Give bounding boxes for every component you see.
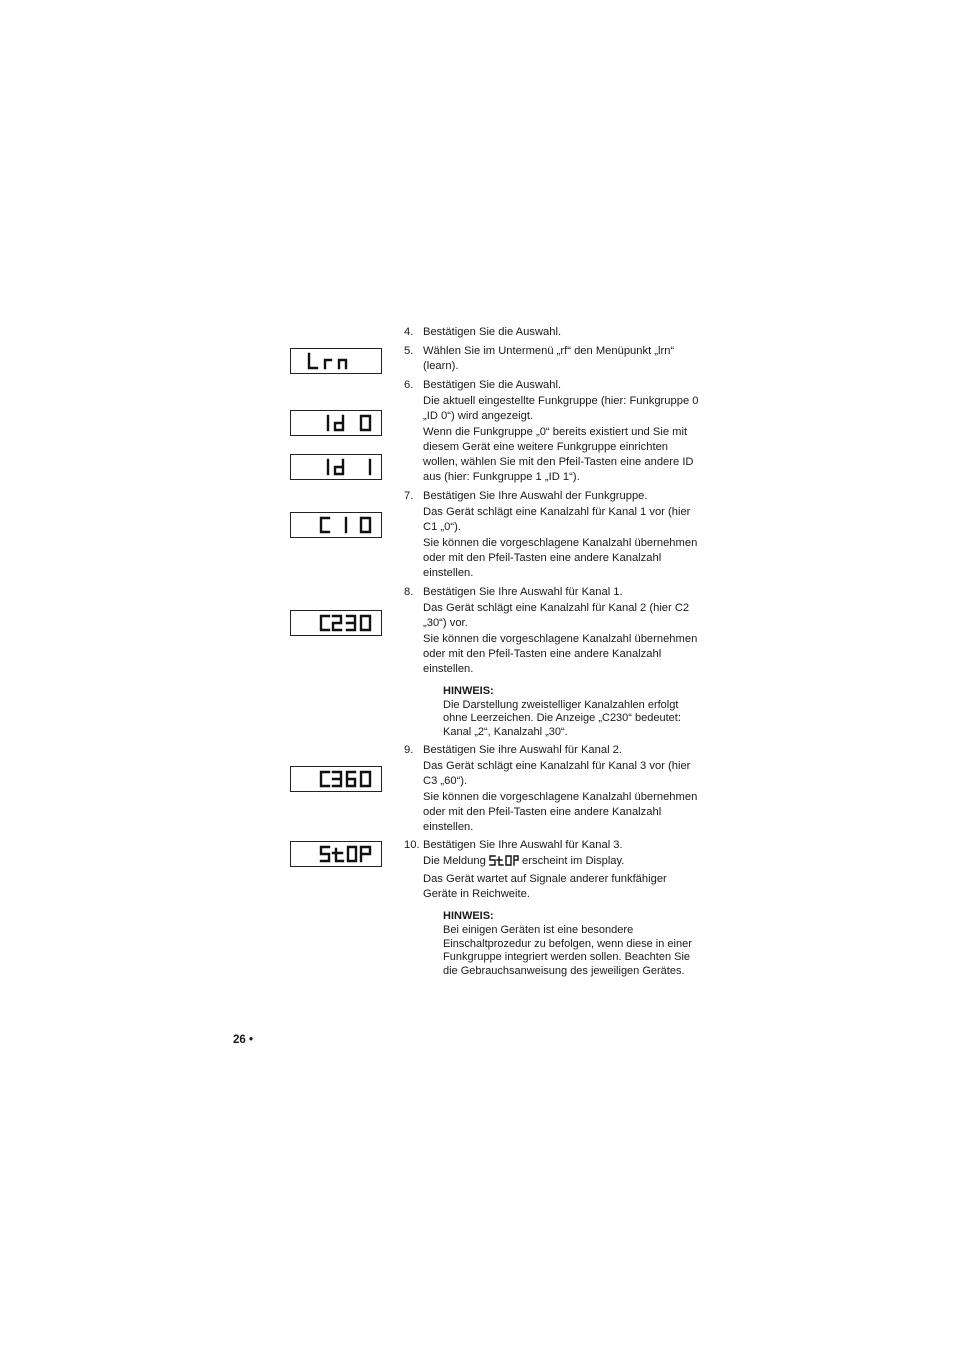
page-number: 26 • — [233, 1034, 254, 1046]
step-text-message — [423, 854, 704, 871]
step-9 — [404, 743, 704, 835]
lcd-display-c230 — [290, 610, 382, 636]
step-text: Bestätigen Sie die Auswahl. — [423, 379, 562, 391]
note-box — [404, 910, 704, 978]
note-heading: HINWEIS: — [443, 685, 494, 697]
lcd-glyphs-id0 — [291, 411, 381, 435]
message-suffix: erscheint im Display. — [518, 855, 625, 868]
lcd-glyphs-c10 — [291, 513, 381, 537]
note-text: Bei einigen Geräten ist eine besondere Einschaltprozedur zu befolgen, wenn diese in einer Funkgruppe integriert werden sollen. Beachten Sie die Gebrauchsanweisung des jeweiligen Gerätes. — [443, 923, 692, 977]
step-text: Bestätigen Sie die Auswahl. — [423, 326, 562, 338]
lcd-display-stop — [290, 841, 382, 867]
note-heading: HINWEIS: — [443, 910, 494, 923]
step-number: 9. — [404, 744, 414, 757]
step-number: 8. — [404, 586, 414, 598]
step-text: Bestätigen Sie ihre Auswahl für Kanal 2. — [423, 744, 623, 757]
instruction-list — [404, 325, 704, 978]
step-text: Wenn die Funkgruppe „0“ bereits existiert und Sie mit diesem Gerät eine weitere Funkgruppe einrichten wollen, wählen Sie mit den Pfeil-Tasten eine andere ID aus (hier: Funkgruppe 1 „ID 1“). — [423, 426, 694, 483]
lcd-glyphs-c230 — [291, 611, 381, 635]
step-text: Die aktuell eingestellte Funkgruppe (hier: Funkgruppe 0 „ID 0“) wird angezeigt. — [423, 395, 699, 422]
step-text: Wählen Sie im Untermenü „rf“ den Menüpunkt „lrn“ (learn). — [423, 345, 675, 372]
inline-lcd-stop — [489, 855, 519, 871]
step-text: Bestätigen Sie Ihre Auswahl der Funkgruppe. — [423, 490, 648, 502]
lcd-display-c10 — [290, 512, 382, 538]
step-number: 7. — [404, 490, 414, 502]
step-text: Sie können die vorgeschlagene Kanalzahl übernehmen oder mit den Pfeil-Tasten eine andere Kanalzahl einstellen. — [423, 791, 698, 834]
lcd-display-c360 — [290, 766, 382, 792]
step-text: Das Gerät schlägt eine Kanalzahl für Kanal 2 (hier C2 „30“) vor. — [423, 602, 690, 629]
step-number: 5. — [404, 345, 414, 357]
lcd-display-id0 — [290, 410, 382, 436]
inline-lcd-glyphs — [489, 855, 519, 866]
step-number: 10. — [404, 839, 420, 852]
step-5 — [404, 344, 704, 374]
step-text: Bestätigen Sie Ihre Auswahl für Kanal 3. — [423, 839, 623, 852]
lcd-glyphs-c360 — [291, 767, 381, 791]
step-10 — [404, 838, 704, 902]
step-text: Das Gerät schlägt eine Kanalzahl für Kanal 1 vor (hier C1 „0“). — [423, 506, 691, 533]
step-7 — [404, 489, 704, 581]
note-box — [404, 685, 704, 739]
step-text: Das Gerät schlägt eine Kanalzahl für Kanal 3 vor (hier C3 „60“). — [423, 760, 691, 788]
lcd-display-id1 — [290, 454, 382, 480]
message-prefix: Die Meldung — [423, 855, 489, 868]
step-8 — [404, 585, 704, 677]
step-number: 4. — [404, 326, 414, 338]
step-4 — [404, 325, 704, 340]
lcd-display-lrn — [290, 348, 382, 374]
step-6 — [404, 378, 704, 485]
step-text: Sie können die vorgeschlagene Kanalzahl übernehmen oder mit den Pfeil-Tasten eine andere Kanalzahl einstellen. — [423, 633, 698, 675]
lcd-glyphs-stop — [291, 842, 381, 866]
step-text: Bestätigen Sie Ihre Auswahl für Kanal 1. — [423, 586, 623, 598]
step-number: 6. — [404, 379, 414, 391]
note-text: Die Darstellung zweistelliger Kanalzahlen erfolgt ohne Leerzeichen. Die Anzeige „C230“ bedeutet: Kanal „2“, Kanalzahl „30“. — [443, 698, 681, 738]
lcd-glyphs-id1 — [291, 455, 381, 479]
step-text: Das Gerät wartet auf Signale anderer funkfähiger Geräte in Reichweite. — [423, 873, 667, 901]
step-text: Sie können die vorgeschlagene Kanalzahl übernehmen oder mit den Pfeil-Tasten eine andere Kanalzahl einstellen. — [423, 537, 698, 579]
lcd-glyphs-lrn — [291, 349, 381, 373]
